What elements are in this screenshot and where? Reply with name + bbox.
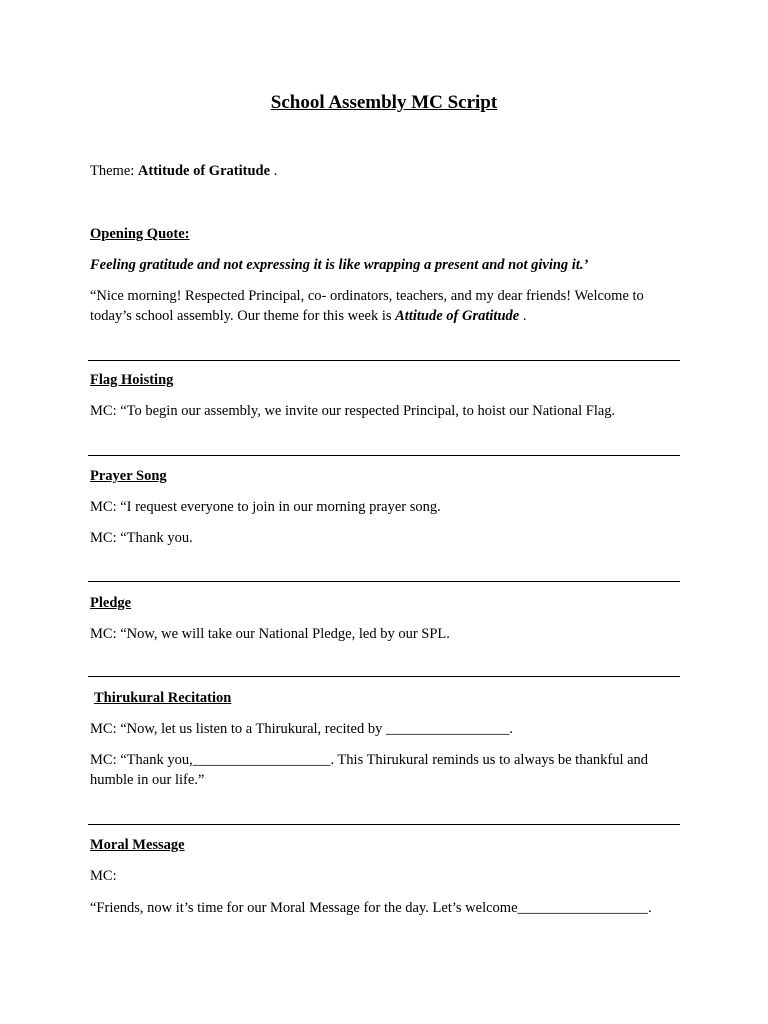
thirukural-heading: Thirukural Recitation: [94, 690, 232, 706]
section-divider: [88, 581, 680, 582]
theme-line: [90, 161, 686, 181]
section-divider: [88, 360, 680, 361]
document-title: School Assembly MC Script: [270, 92, 498, 113]
section-divider: [88, 676, 680, 677]
section-divider: [88, 455, 680, 456]
theme-end: .: [270, 163, 278, 179]
pledge-line: MC: “Now, we will take our National Pledge, led by our SPL.: [90, 626, 450, 642]
pledge-heading: Pledge: [90, 595, 132, 611]
opening-quote-text: Feeling gratitude and not expressing it is like wrapping a present and not giving it.’: [90, 257, 589, 273]
welcome-paragraph: [90, 286, 686, 326]
opening-quote-heading: Opening Quote:: [90, 226, 190, 242]
welcome-text: “Nice morning! Respected Principal, co- ordinators, teachers, and my dear friends! Welcome to today’s school assembly. Our theme for this week is: [90, 288, 644, 324]
prayer-song-heading: Prayer Song: [90, 468, 167, 484]
thirukural-line-1: MC: “Now, let us listen to a Thirukural, recited by _________________.: [90, 721, 513, 737]
theme-label: Theme:: [90, 163, 138, 179]
welcome-theme: Attitude of Gratitude: [395, 308, 520, 324]
thirukural-line-2: MC: “Thank you,___________________. This Thirukural reminds us to always be thankful and humble in our life.”: [90, 752, 649, 788]
prayer-song-line-2: MC: “Thank you.: [90, 530, 193, 546]
moral-message-line-2: “Friends, now it’s time for our Moral Message for the day. Let’s welcome__________________.: [90, 900, 652, 916]
theme-value: Attitude of Gratitude: [137, 163, 271, 179]
prayer-song-line-1: MC: “I request everyone to join in our morning prayer song.: [90, 499, 441, 515]
section-divider: [88, 824, 680, 825]
flag-hoisting-line: MC: “To begin our assembly, we invite our respected Principal, to hoist our National Flag.: [90, 403, 616, 419]
moral-message-line-1: MC:: [90, 868, 117, 884]
flag-hoisting-heading: Flag Hoisting: [90, 372, 174, 388]
welcome-end: .: [519, 308, 527, 324]
moral-message-heading: Moral Message: [90, 837, 185, 853]
